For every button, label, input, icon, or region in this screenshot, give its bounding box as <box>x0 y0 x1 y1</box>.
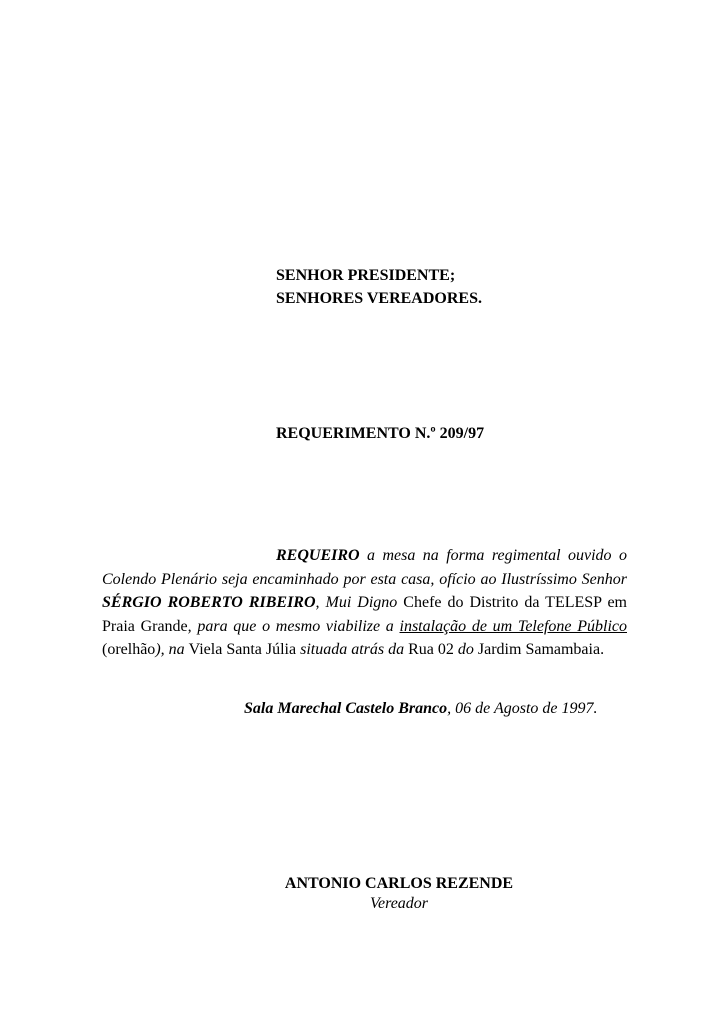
request-text-intro: a mesa na forma regimental ouvido o Colendo Plenário seja encaminhado por esta casa, ofício ao Ilustríssimo Senhor <box>102 547 627 588</box>
request-location-connector: do <box>457 641 478 658</box>
request-location-relation: situada atrás da <box>300 641 409 658</box>
place-date <box>244 697 598 720</box>
request-street: Viela Santa Júlia <box>188 641 301 658</box>
request-verb: REQUEIRO <box>276 547 360 564</box>
salutation-president: SENHOR PRESIDENTE; <box>276 267 456 284</box>
signature-block <box>276 874 522 914</box>
request-purpose: , para que o mesmo viabilize a <box>187 617 400 635</box>
requerimento-title: REQUERIMENTO N.º 209/97 <box>276 425 485 442</box>
place-name: Sala Marechal Castelo Branco <box>244 700 448 717</box>
request-body <box>102 544 627 662</box>
signatory-name: ANTONIO CARLOS REZENDE <box>284 875 514 892</box>
request-object-note: (orelhão <box>102 641 156 658</box>
signatory-role: Vereador <box>369 895 429 912</box>
request-road: Rua 02 <box>408 641 458 658</box>
request-neighborhood: Jardim Samambaia. <box>477 641 605 658</box>
request-object: instalação de um Telefone Público <box>399 617 627 635</box>
document-date: , 06 de Agosto de 1997. <box>447 700 598 717</box>
recipient-position: Chefe do Distrito da TELESP em Praia Grande <box>102 594 628 635</box>
salutation <box>276 264 482 310</box>
recipient-honorific: , Mui Digno <box>315 594 404 611</box>
recipient-name: SÉRGIO ROBERTO RIBEIRO <box>102 594 316 611</box>
salutation-councilors: SENHORES VEREADORES. <box>276 290 482 307</box>
request-location-prefix: ), na <box>155 641 189 658</box>
